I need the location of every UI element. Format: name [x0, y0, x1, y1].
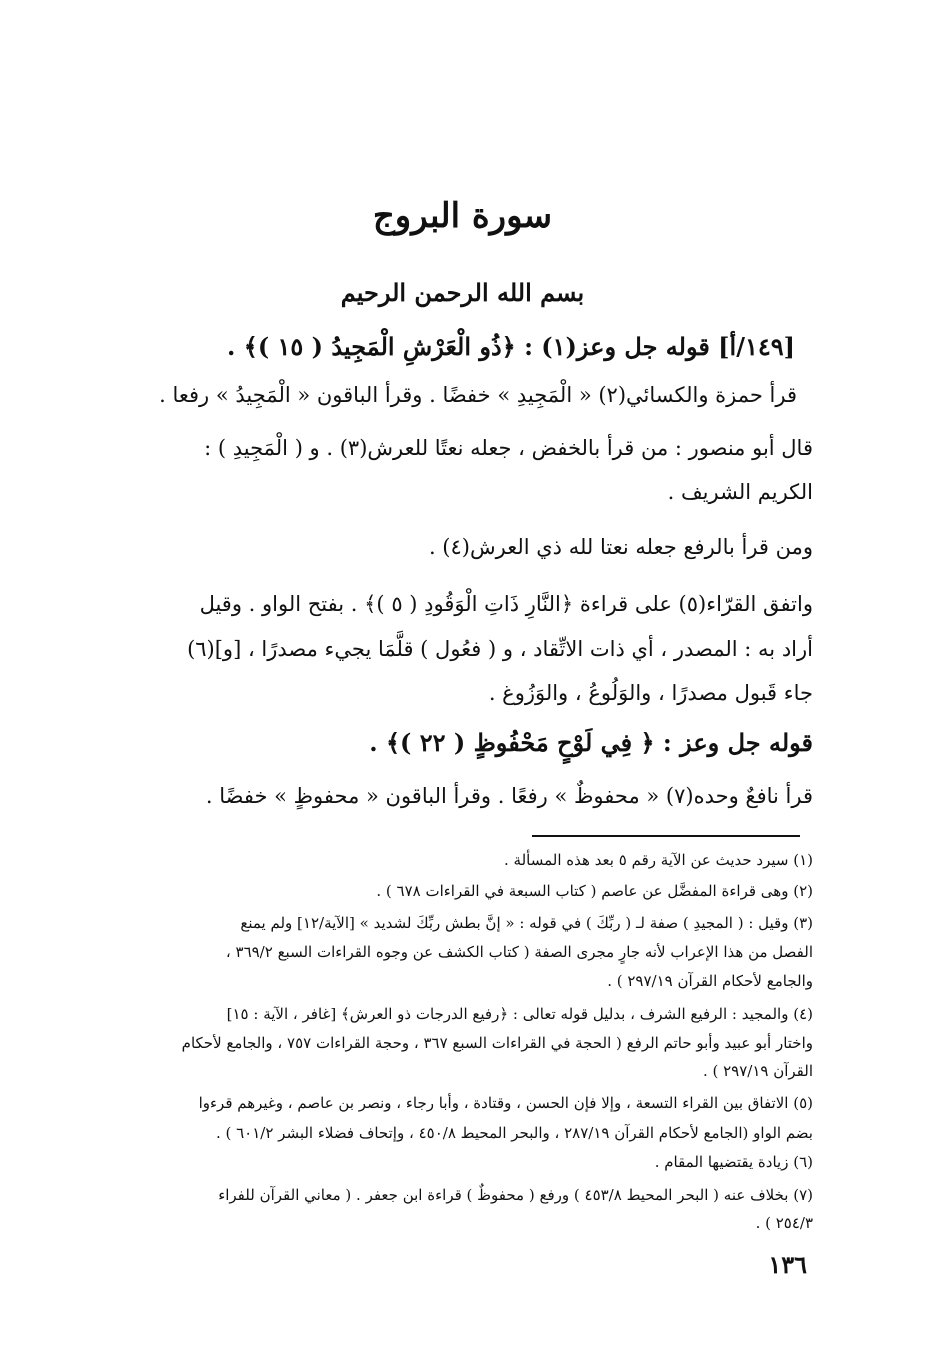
footnote: والجامع لأحكام القرآن ٢٩٧/١٩ ) .: [607, 972, 813, 990]
footnote: القرآن ٢٩٧/١٩ ) .: [702, 1062, 813, 1080]
body-line: ومن قرأ بالرفع جعله نعتا لله ذي العرش(٤) .: [428, 535, 813, 559]
body-line: واتفق القرّاء(٥) على قراءة ﴿النَّارِ ذَاتِ الْوَقُودِ ( ٥ )﴾ . بفتح الواو . وقيل: [199, 592, 813, 616]
footnote: واختار أبو عبيد وأبو حاتم الرفع ( الحجة في القراءات السبع ٣٦٧ ، وحجة القراءات ٧٥٧ ، والجامع لأحكام: [181, 1034, 813, 1052]
footnote: (٧) بخلاف عنه ( البحر المحيط ٤٥٣/٨ ) ورفع ( محفوظٌ ) قراءة ابن جعفر . ( معاني القرآن للفراء: [218, 1186, 813, 1204]
footnote: (٢) وهى قراءة المفضَّل عن عاصم ( كتاب السبعة في القراءات ٦٧٨ ) .: [376, 882, 813, 900]
verse-heading: [١٤٩/أ] قوله جل وعز(١) : ﴿ذُو الْعَرْشِ الْمَجِيدُ ( ١٥ )﴾ .: [227, 332, 795, 361]
footnote: الفصل من هذا الإعراب لأنه جارٍ مجرى الصفة ( كتاب الكشف عن وجوه القراءات السبع ٣٦٩/٢ ،: [225, 943, 813, 961]
verse-heading: قوله جل وعز : ﴿ فِي لَوْحٍ مَحْفُوظٍ ( ٢٢ )﴾ .: [369, 728, 813, 757]
page-number: ١٣٦: [768, 1250, 807, 1279]
body-line: قرأ نافعٌ وحده(٧) « محفوظٌ » رفعًا . وقرأ الباقون « محفوظٍ » خفضًا .: [205, 784, 813, 808]
footnote: (١) سيرد حديث عن الآية رقم ٥ بعد هذه المسألة .: [504, 851, 813, 869]
body-line: الكريم الشريف .: [667, 480, 813, 504]
footnote: (٦) زيادة يقتضيها المقام .: [654, 1153, 813, 1171]
body-line: جاء قَبول مصدرًا ، والوَلُوعُ ، والوَزُوغ .: [488, 681, 813, 705]
body-line: قرأ حمزة والكسائي(٢) « الْمَجِيدِ » خفضًا . وقرأ الباقون « الْمَجِيدُ » رفعا .: [159, 383, 797, 407]
body-line: أراد به : المصدر ، أي ذات الاتِّقاد ، و ( فعُول ) قلَّمَا يجيء مصدرًا ، [و](٦): [187, 637, 813, 661]
basmala: بسم الله الرحمن الرحيم: [340, 278, 585, 307]
footnote: (٤) والمجيد : الرفيع الشرف ، بدليل قوله تعالى : ﴿رفيع الدرجات ذو العرش﴾ [غافر ، الآية : ١٥]: [226, 1005, 813, 1023]
footnote: بضم الواو (الجامع لأحكام القرآن ٢٨٧/١٩ ، والبحر المحيط ٤٥٠/٨ ، وإتحاف فضلاء البشر ٦٠١/٢ ) .: [215, 1124, 813, 1142]
footnote: (٣) وقيل : ( المجيدِ ) صفة لـ ( ربِّكَ ) في قوله : « إنَّ بطش ربِّكَ لشديد » [الآية/١٢] ولم يمنع: [240, 914, 813, 932]
footnote: (٥) الاتفاق بين القراء التسعة ، وإلا فإن الحسن ، وقتادة ، وأبا رجاء ، ونصر بن عاصم ، وغيرهم قرءوا: [198, 1094, 813, 1112]
body-line: قال أبو منصور : من قرأ بالخفض ، جعله نعتًا للعرش(٣) . و ( الْمَجِيدِ ) :: [204, 436, 813, 460]
footnote-separator: [532, 835, 800, 837]
footnote: ٢٥٤/٣ ) .: [755, 1214, 813, 1232]
surah-title: سورة البروج: [372, 196, 553, 236]
